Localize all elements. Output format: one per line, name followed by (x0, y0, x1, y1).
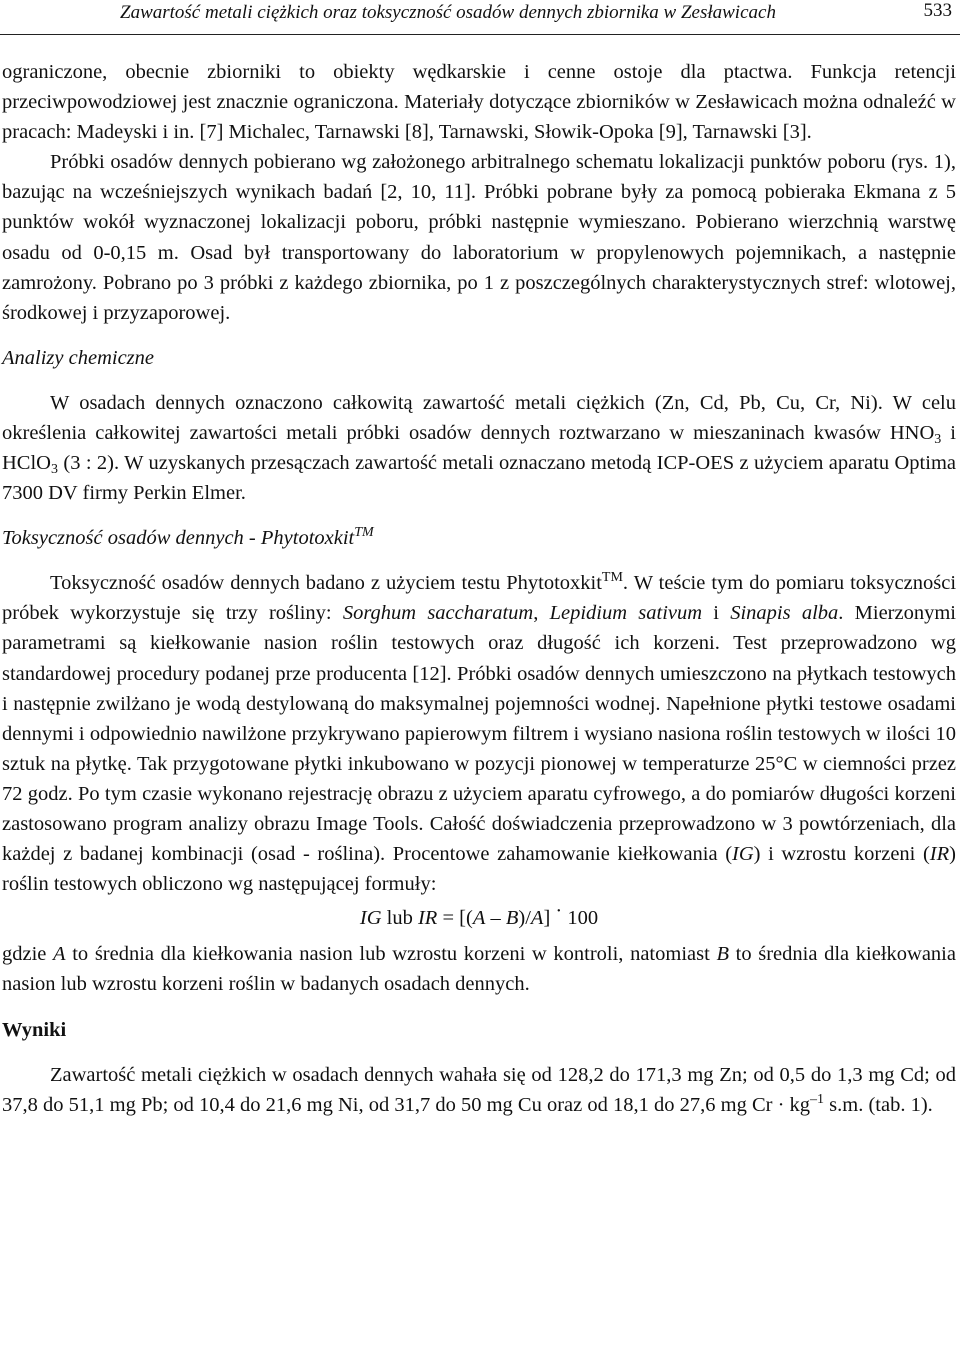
page-number: 533 (923, 0, 952, 21)
paragraph-toxicity-method (2, 568, 956, 899)
species-name: Lepidium sativum (549, 602, 703, 625)
section-heading-chemical-analysis: Analizy chemiczne (2, 346, 154, 369)
formula-text: ] (543, 907, 556, 930)
formula-text: = [( (437, 907, 473, 930)
paragraph-formula-explanation (2, 939, 956, 999)
exponent-superscript: –1 (810, 1091, 825, 1107)
trademark-superscript: TM (354, 525, 374, 541)
text-run: . Mierzonymi parametrami są kiełkowanie nasion roślin testowych oraz długość ich korzeni. Test przeprowadzono wg standardowej procedury podanej prze producenta [12]. Próbki osadów dennych umieszczono na płytkach testowych i następnie zwilżano je wodą destylowaną do maksymalnej pojemności wodnej. Napełnione płytki testowe osadami dennymi i odpowiednio nawilżone przykrywano papierowym filtrem i wysiano nasiona roślin testowych w ilości 10 sztuk na płytkę. Tak przygotowane płytki inkubowano w pozycji pionowej w temperaturze 25°C w ciemności przez 72 godz. Po tym czasie wykonano rejestrację obrazu z użyciem aparatu cyfrowego, a do pomiarów długości korzeni zastosowano program analizy obrazu Image Tools. Całość doświadczenia przeprowadzono w 3 powtórzeniach, dla każdej z badanej kombinacji (osad - roślina). Procentowe zahamowanie kiełkowania ( (2, 602, 956, 866)
formula-ig: IG (359, 907, 382, 930)
formula-var-b: B (505, 907, 519, 930)
text-run: . W teście tym do pomiaru toksyczności próbek wykorzystuje się trzy rośliny: (2, 572, 957, 625)
formula-text: 100 (562, 907, 599, 930)
formula-text: lub (381, 907, 418, 930)
subscript: 3 (934, 431, 942, 447)
paragraph-sampling: Próbki osadów dennych pobierano wg założonego arbitralnego schematu lokalizacji punktów poboru (rys. 1), bazując na wcześniejszych wynikach badań [2, 10, 11]. Próbki pobrane były za pomocą pobieraka Ekmana z 5 punktów wokół wyznaczonej lokalizacji poboru, próbki następnie wymieszano. Pobierano wierzchnią warstwę osadu od 0-0,15 m. Osad był transportowany do laboratorium w propylenowych pojemnikach, a następnie zamrożony. Pobrano po 3 próbki z każdego zbiornika, po 1 z poszczególnych charakterystycznych stref: wlotowej, środkowej i przyzaporowej. (2, 151, 956, 324)
symbol-ig: IG (732, 843, 754, 866)
formula-text: )/ (518, 907, 531, 930)
heading-text: Toksyczność osadów dennych - Phytotoxkit (2, 527, 355, 550)
text-run: s.m. (tab. 1). (824, 1093, 933, 1116)
section-heading-results: Wyniki (2, 1018, 67, 1041)
formula-ir: IR (417, 907, 438, 930)
text-run: Zawartość metali ciężkich w osadach dennych wahała się od 128,2 do 171,3 mg Zn; od 0,5 do 1,3 mg Cd; od 37,8 do 51,1 mg Pb; od 10,4 do 21,6 mg Ni, od 31,7 do 50 mg Cu oraz od 18,1 do 27,6 mg Cr · kg (2, 1063, 956, 1116)
text-run: gdzie (2, 943, 54, 966)
paragraph-chemical-analysis (2, 388, 956, 508)
paragraph-results (2, 1060, 956, 1120)
running-title: Zawartość metali ciężkich oraz toksyczność osadów dennych zbiornika w Zesławicach (120, 2, 776, 23)
formula-dot: · (555, 900, 563, 923)
text-run: ) roślin testowych obliczono wg następującej formuły: (2, 843, 956, 896)
formula-var-a: A (530, 907, 544, 930)
text-run: to średnia dla kiełkowania nasion lub wzrostu korzeni roślin w badanych osadach dennych. (2, 943, 956, 996)
text-run: i (702, 602, 731, 625)
text-run: , (533, 602, 550, 625)
species-name: Sorghum saccharatum (342, 602, 534, 625)
symbol-b: B (716, 943, 729, 966)
formula-text: – (485, 907, 506, 930)
symbol-a: A (53, 943, 66, 966)
section-heading-toxicity (2, 523, 956, 553)
text-run: ) i wzrostu korzeni ( (753, 843, 930, 866)
text-run: Toksyczność osadów dennych badano z użyciem testu Phytotoxkit (50, 572, 602, 595)
text-run: to średnia dla kiełkowania nasion lub wzrostu korzeni w kontroli, natomiast (65, 943, 717, 966)
paragraph-intro-continued: ograniczone, obecnie zbiorniki to obiekty wędkarskie i cenne ostoje dla ptactwa. Funkcja retencji przeciwpowodziowej jest znacznie ograniczona. Materiały dotyczące zbiorników w Zesławicach można odnaleźć w pracach: Madeyski i in. [7] Michalec, Tarnawski [8], Tarnawski, Słowik-Opoka [9], Tarnawski [3]. (2, 61, 956, 144)
text-run: i HClO (2, 421, 956, 475)
subscript: 3 (50, 462, 58, 478)
body-text (2, 57, 956, 1120)
formula (2, 900, 956, 933)
text-run: W osadach dennych oznaczono całkowitą zawartość metali ciężkich (Zn, Cd, Pb, Cu, Cr, Ni). W celu określenia całkowitej zawartości metali próbki osadów dennych roztwarzano w mieszaninach kwasów HNO (2, 391, 956, 444)
trademark-superscript: TM (601, 570, 623, 586)
text-run: (3 : 2). W uzyskanych przesączach zawartość metali oznaczano metodą ICP-OES z użyciem aparatu Optima 7300 DV firmy Perkin Elmer. (2, 452, 956, 505)
symbol-ir: IR (929, 843, 950, 866)
species-name: Sinapis alba (730, 602, 839, 625)
formula-var-a: A (472, 907, 486, 930)
page-header (0, 0, 960, 35)
